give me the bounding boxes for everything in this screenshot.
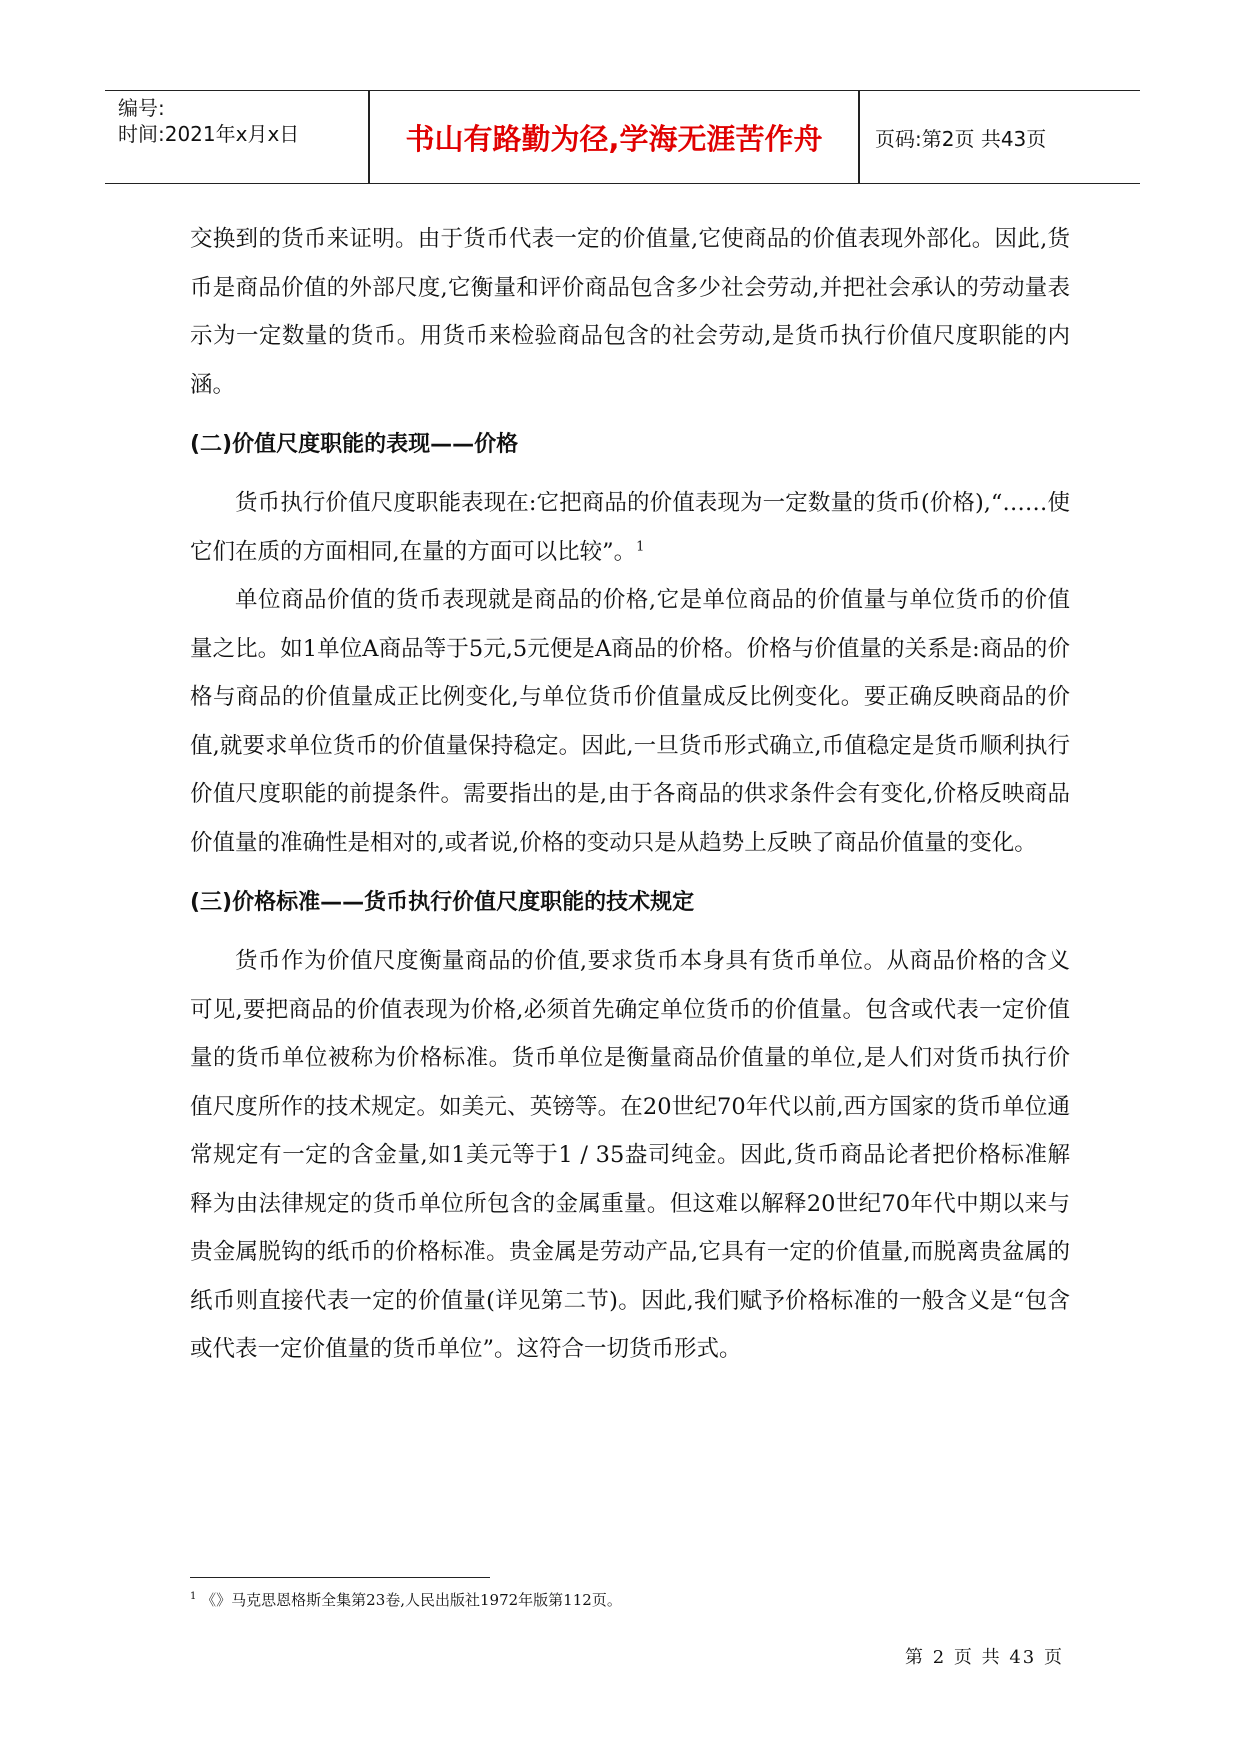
page-footer: 第 2 页 共 43 页 xyxy=(905,1647,1064,1668)
footnote-mark: 1 xyxy=(190,1591,197,1602)
header-motto: 书山有路勤为径,学海无涯苦作舟 xyxy=(405,121,823,156)
header-page-code: 页码:第2页 共43页 xyxy=(875,126,1047,151)
paragraph: 单位商品价值的货币表现就是商品的价格,它是单位商品的价值量与单位货币的价值量之比。如1单位A商品等于5元,5元便是A商品的价格。价格与价值量的关系是:商品的价格与商品的价值量成正比例变化,与单位货币价值量成反比例变化。要正确反映商品的价值,就要求单位货币的价值量保持稳定。因此,一旦货币形式确立,币值稳定是货币顺利执行价值尺度职能的前提条件。需要指出的是,由于各商品的供求条件会有变化,价格反映商品价值量的准确性是相对的,或者说,价格的变动只是从趋势上反映了商品价值量的变化。 xyxy=(190,587,1070,856)
footnote xyxy=(190,1589,622,1610)
time-label: 时间:2021年x月x日 xyxy=(118,122,300,146)
paragraph: 货币作为价值尺度衡量商品的价值,要求货币本身具有货币单位。从商品价格的含义可见,要把商品的价值表现为价格,必须首先确定单位货币的价值量。包含或代表一定价值量的货币单位被称为价格标准。货币单位是衡量商品价值量的单位,是人们对货币执行价值尺度所作的技术规定。如美元、英镑等。在20世纪70年代以前,西方国家的货币单位通常规定有一定的含金量,如1美元等于1 / 35盎司纯金。因此,货币商品论者把价格标准解释为由法律规定的货币单位所包含的金属重量。但这难以解释20世纪70年代中期以来与贵金属脱钩的纸币的价格标准。贵金属是劳动产品,它具有一定的价值量,而脱离贵盆属的纸币则直接代表一定的价值量(详见第二节)。因此,我们赋予价格标准的一般含义是“包含或代表一定价值量的货币单位”。这符合一切货币形式。 xyxy=(190,948,1070,1362)
paragraph: 交换到的货币来证明。由于货币代表一定的价值量,它使商品的价值表现外部化。因此,货币是商品价值的外部尺度,它衡量和评价商品包含多少社会劳动,并把社会承认的劳动量表示为一定数量的货币。用货币来检验商品包含的社会劳动,是货币执行价值尺度职能的内涵。 xyxy=(190,226,1070,398)
page-header xyxy=(105,90,1140,184)
number-label: 编号: xyxy=(118,96,165,120)
footnote-separator xyxy=(190,1577,490,1578)
header-divider xyxy=(858,91,860,183)
document-body xyxy=(190,215,1070,1374)
section-heading: (三)价格标准——货币执行价值尺度职能的技术规定 xyxy=(190,890,695,915)
section-heading: (二)价值尺度职能的表现——价格 xyxy=(190,432,519,457)
paragraph-text: 货币执行价值尺度职能表现在:它把商品的价值表现为一定数量的货币(价格),“……使它们在质的方面相同,在量的方面可以比较”。 xyxy=(190,490,1070,565)
paragraph xyxy=(190,479,1070,576)
footnote-reference[interactable]: 1 xyxy=(636,539,645,554)
header-info xyxy=(118,91,373,183)
footnote-text: 《》马克思恩格斯全集第23卷,人民出版社1972年版第112页。 xyxy=(201,1591,622,1609)
